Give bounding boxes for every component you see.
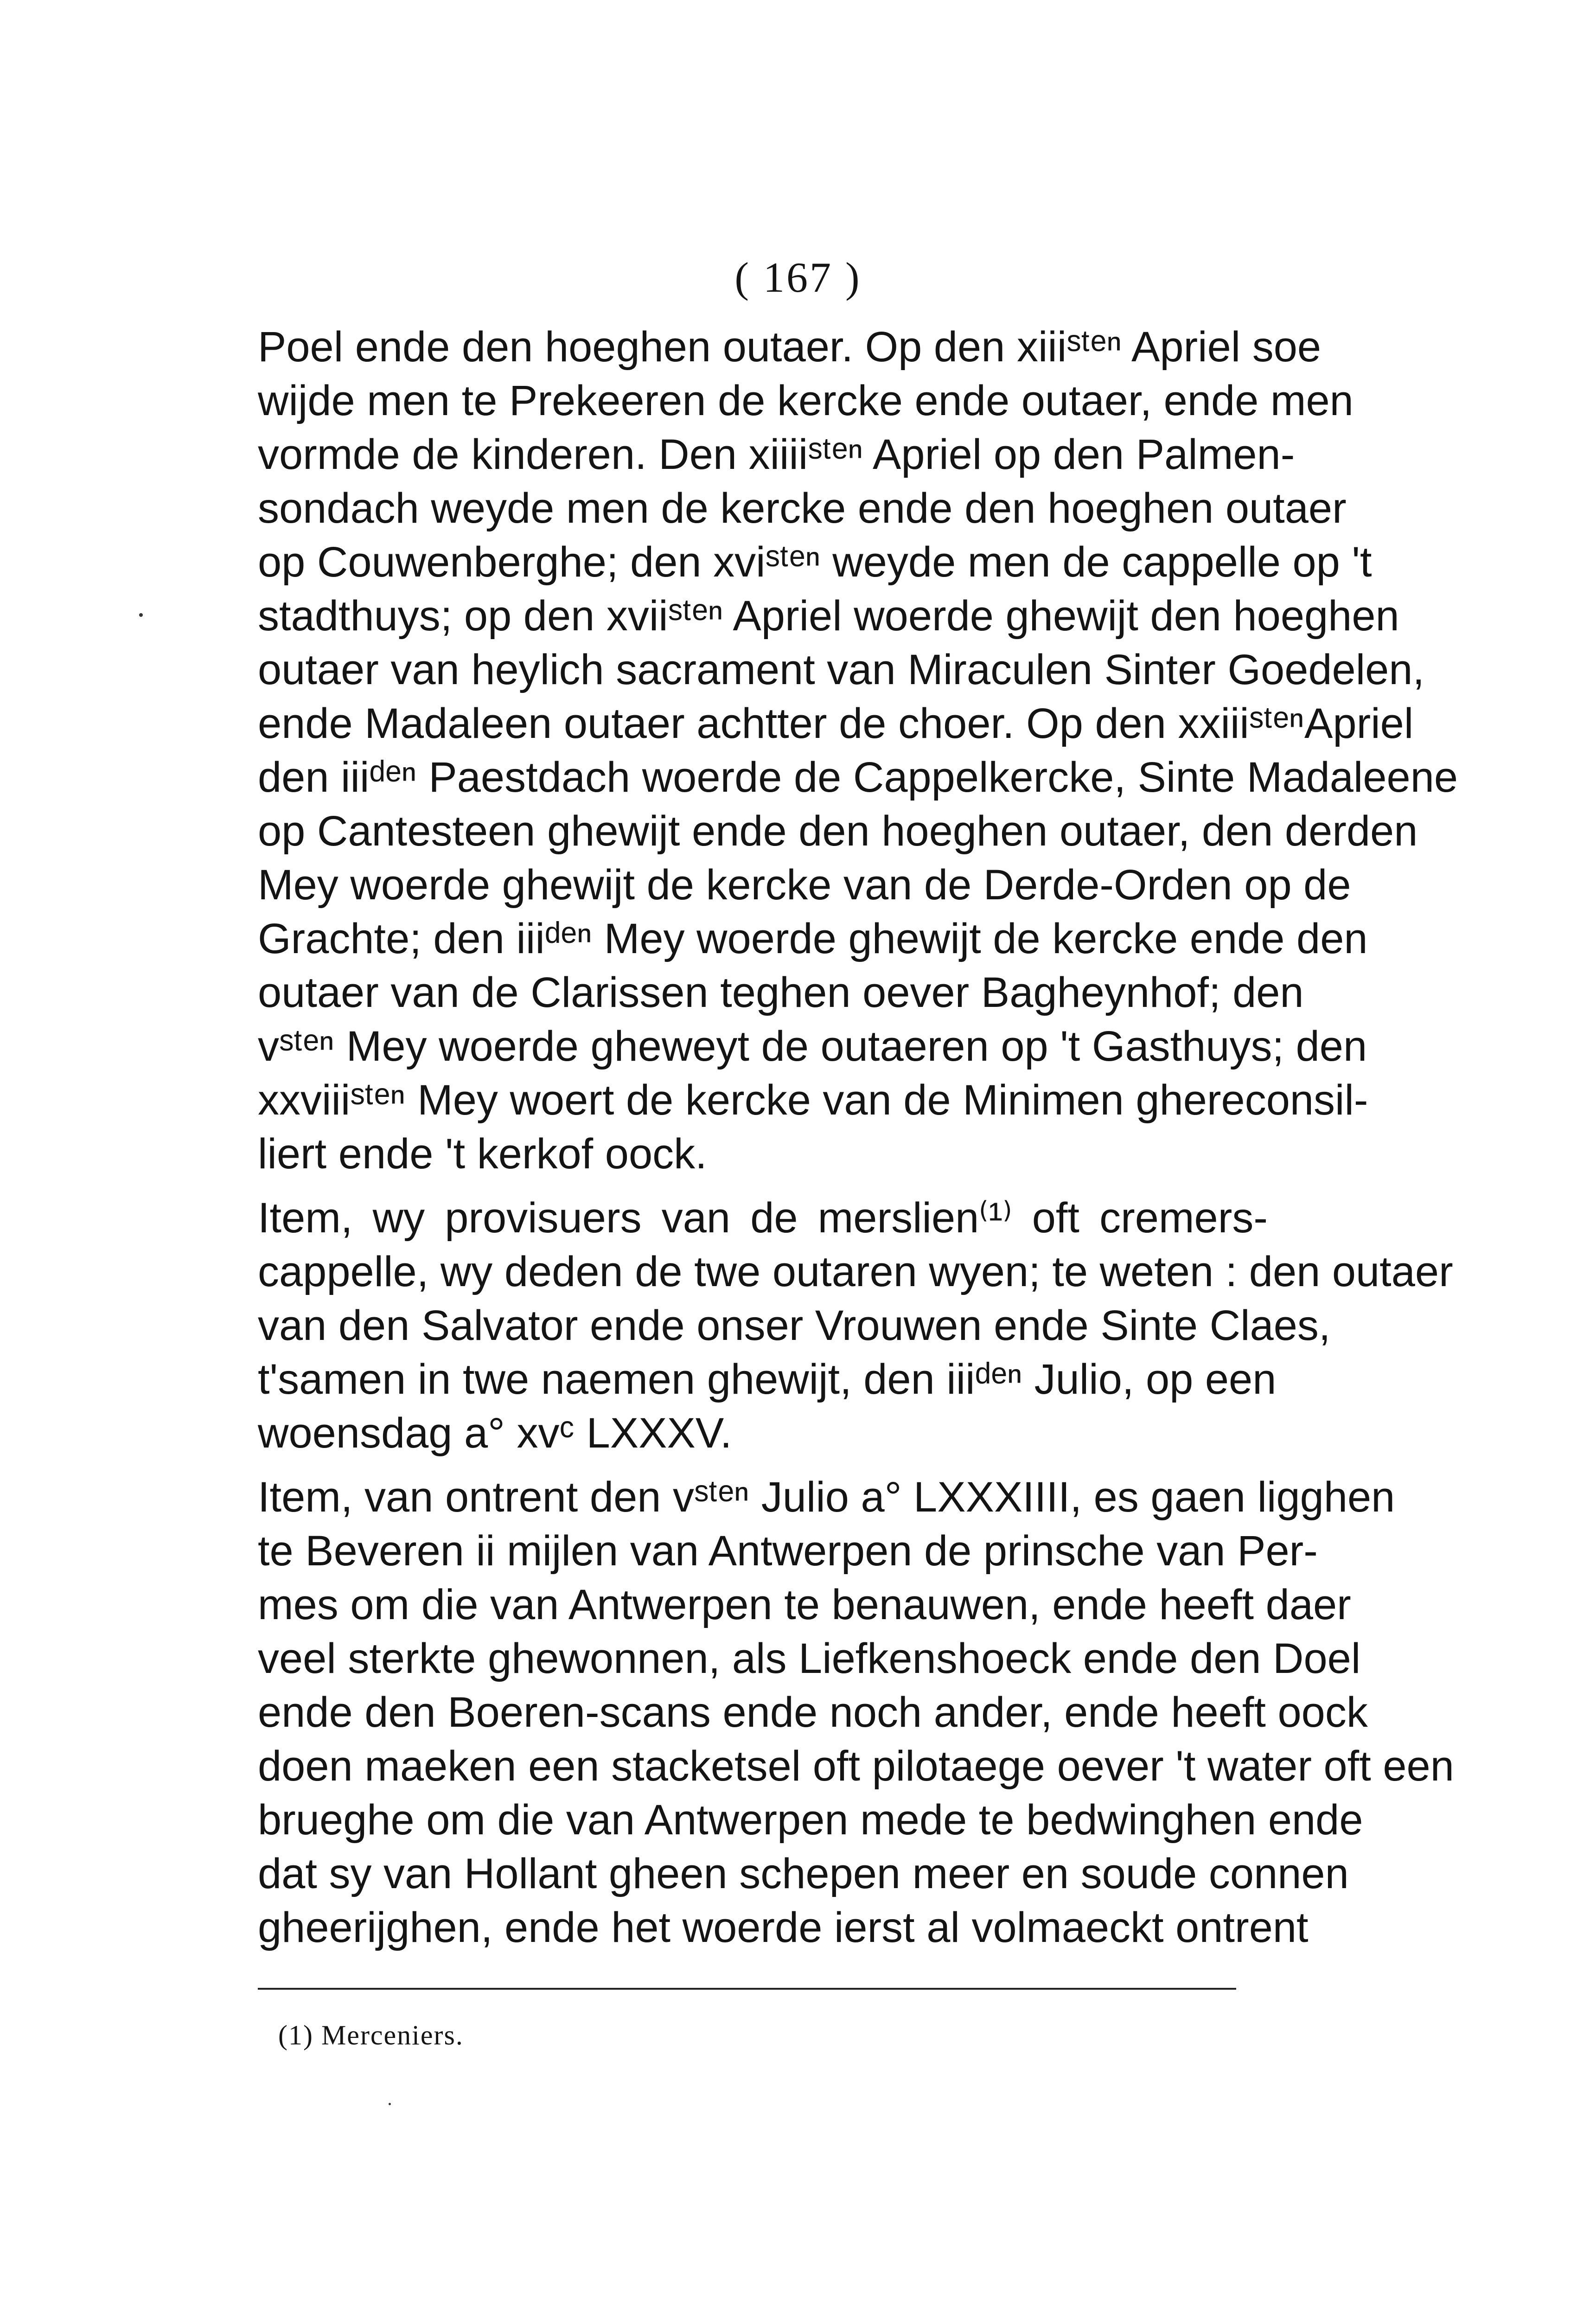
print-speck	[389, 2103, 391, 2105]
text-line: wijde men te Prekeeren de kercke ende outaer, ende men	[258, 377, 1353, 424]
text-line: op Cantesteen ghewijt ende den hoeghen outaer, den derden	[258, 807, 1418, 855]
text-line: xxviiiˢᵗᵉⁿ Mey woert de kercke van de Minimen ghereconsil-	[258, 1076, 1368, 1124]
text-line: liert ende 't kerkof oock.	[258, 1130, 707, 1178]
print-speck	[139, 613, 143, 617]
text-line: veel sterkte ghewonnen, als Liefkenshoeck ende den Doel	[258, 1635, 1361, 1682]
text-line: vˢᵗᵉⁿ Mey woerde gheweyt de outaeren op 't Gasthuys; den	[258, 1023, 1367, 1070]
text-line: van den Salvator ende onser Vrouwen ende Sinte Claes,	[258, 1302, 1331, 1349]
text-line: outaer van heylich sacrament van Miraculen Sinter Goedelen,	[258, 646, 1425, 693]
footnote: (1) Merceniers.	[278, 2020, 464, 2050]
text-line: t'samen in twe naemen ghewijt, den iiiᵈᵉⁿ Julio, op een	[258, 1356, 1277, 1403]
text-line: dat sy van Hollant gheen schepen meer en soude connen	[258, 1850, 1349, 1897]
body-text	[258, 320, 1458, 1965]
text-line: sondach weyde men de kercke ende den hoeghen outaer	[258, 485, 1347, 532]
footnote-divider	[258, 1988, 1236, 1990]
text-line: vormde de kinderen. Den xiiiiˢᵗᵉⁿ Apriel op den Palmen-	[258, 431, 1295, 478]
page-number: ( 167 )	[734, 254, 862, 301]
text-line: Mey woerde ghewijt de kercke van de Derde-Orden op de	[258, 861, 1351, 909]
text-line: Item, wy provisuers van de merslien⁽¹⁾ oft cremers-	[258, 1194, 1268, 1242]
text-line: Item, van ontrent den vˢᵗᵉⁿ Julio a° LXXXIIII, es gaen ligghen	[258, 1473, 1395, 1521]
text-line: ende Madaleen outaer achtter de choer. Op den xxiiiˢᵗᵉⁿApriel	[258, 700, 1414, 747]
text-line: op Couwenberghe; den xviˢᵗᵉⁿ weyde men de cappelle op 't	[258, 538, 1372, 586]
text-line: cappelle, wy deden de twe outaren wyen; te weten : den outaer	[258, 1248, 1453, 1295]
text-line: stadthuys; op den xviiˢᵗᵉⁿ Apriel woerde ghewijt den hoeghen	[258, 592, 1399, 640]
text-line: outaer van de Clarissen teghen oever Bagheynhof; den	[258, 969, 1304, 1016]
paragraph-3	[258, 1470, 1454, 1954]
text-line: gheerijghen, ende het woerde ierst al volmaeckt ontrent	[258, 1904, 1309, 1951]
text-line: woensdag a° xvᶜ LXXXV.	[258, 1409, 732, 1457]
text-line: brueghe om die van Antwerpen mede te bedwinghen ende	[258, 1796, 1363, 1844]
text-line: Grachte; den iiiᵈᵉⁿ Mey woerde ghewijt de kercke ende den	[258, 915, 1368, 962]
paragraph-2	[258, 1191, 1453, 1460]
text-line: mes om die van Antwerpen te benauwen, ende heeft daer	[258, 1581, 1351, 1628]
text-line: ende den Boeren-scans ende noch ander, ende heeft oock	[258, 1689, 1368, 1736]
paragraph-1	[258, 320, 1458, 1181]
text-line: te Beveren ii mijlen van Antwerpen de prinsche van Per-	[258, 1527, 1318, 1575]
text-line: Poel ende den hoeghen outaer. Op den xiiiˢᵗᵉⁿ Apriel soe	[258, 323, 1321, 371]
text-line: doen maeken een stacketsel oft pilotaege oever 't water oft een	[258, 1742, 1454, 1790]
text-line: den iiiᵈᵉⁿ Paestdach woerde de Cappelkercke, Sinte Madaleene	[258, 754, 1458, 801]
